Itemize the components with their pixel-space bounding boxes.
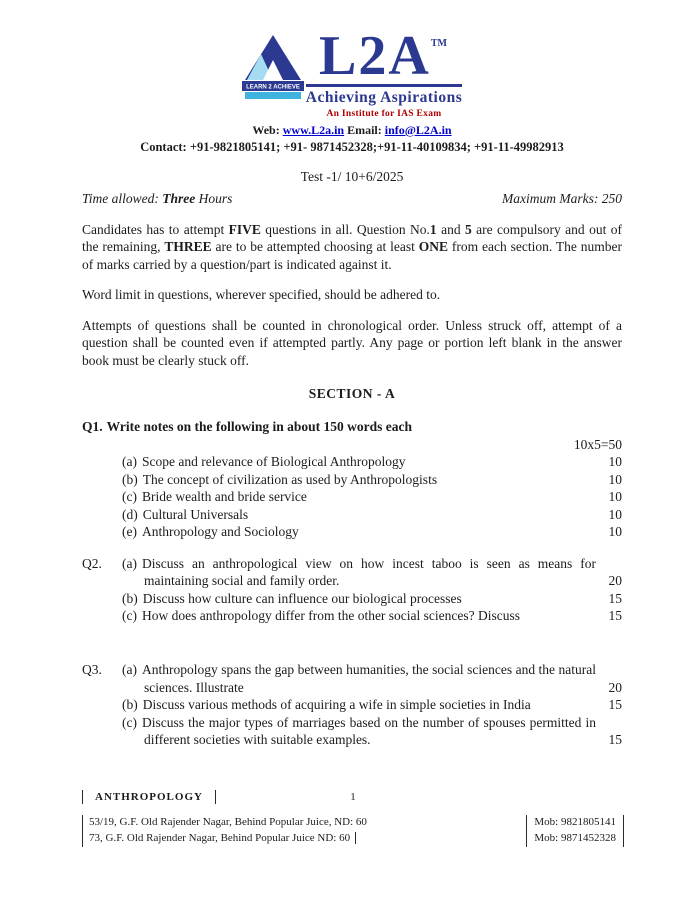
address-line-1: 53/19, G.F. Old Rajender Nagar, Behind Popular Juice, ND: 60 <box>89 816 367 828</box>
item-text: Scope and relevance of Biological Anthropology <box>141 454 406 470</box>
question-1-title: Write notes on the following in about 150 words each <box>106 418 413 434</box>
question-1-items <box>122 453 622 541</box>
question-2 <box>82 555 622 625</box>
question-item: (c) How does anthropology differ from the other social sciences? Discuss 15 <box>122 608 622 624</box>
item-text: The concept of civilization as used by Anthropologists <box>142 471 438 487</box>
marks-value: 15 <box>608 732 622 748</box>
question-3-number: Q3. <box>82 662 102 677</box>
marks-value: 10 <box>608 524 622 540</box>
subject-label: ANTHROPOLOGY <box>82 790 216 804</box>
address-line-2: 73, G.F. Old Rajender Nagar, Behind Popular Juice ND: 60 <box>89 831 367 847</box>
marks-value: 15 <box>608 608 622 624</box>
logo <box>82 25 622 121</box>
footer-address-row <box>82 815 624 847</box>
item-text: Discuss how culture can influence our biological processes <box>142 590 462 606</box>
institute-header <box>82 25 622 156</box>
footer-subject-row <box>82 790 624 806</box>
question-item: (c) Discuss the major types of marriages based on the number of spouses permitted in different societies with suitable examples. 15 <box>122 714 622 748</box>
email-link[interactable]: info@L2A.in <box>384 122 452 137</box>
item-text: Discuss the major types of marriages based on the number of spouses permitted in different societies with suitable examples. <box>141 714 596 748</box>
mobile-numbers <box>526 815 624 847</box>
time-marks-row <box>82 190 622 208</box>
time-allowed: Time allowed: Three Hours <box>82 191 233 207</box>
item-text: How does anthropology differ from the other social sciences? Discuss <box>141 608 521 624</box>
item-text: Discuss various methods of acquiring a wife in simple societies in India <box>142 697 531 713</box>
question-1-marks-note: 10x5=50 <box>573 436 622 452</box>
logo-text-block <box>305 25 463 121</box>
question-item: (e) Anthropology and Sociology 10 <box>122 524 622 540</box>
maximum-marks: Maximum Marks: 250 <box>502 191 622 207</box>
question-item: (a) Discuss an anthropological view on how incest taboo is seen as means for maintaining social and family order. 20 <box>122 555 622 589</box>
marks-value: 20 <box>608 679 622 695</box>
instruction-paragraph-2: Word limit in questions, wherever specified, should be adhered to. <box>82 287 441 303</box>
question-3-items <box>122 661 622 749</box>
marks-value: 20 <box>608 573 622 589</box>
brand-tagline: Achieving Aspirations <box>305 89 463 107</box>
question-item: (b) The concept of civilization as used by Anthropologists 10 <box>122 471 622 487</box>
trademark-symbol: TM <box>430 38 447 49</box>
website-link[interactable]: www.L2a.in <box>282 122 345 137</box>
question-item: (a) Anthropology spans the gap between humanities, the social sciences and the natural sciences. Illustrate 20 <box>122 662 622 695</box>
web-email-line <box>82 123 622 139</box>
question-item: (b) Discuss various methods of acquiring a wife in simple societies in India 15 <box>122 697 622 713</box>
marks-value: 15 <box>608 697 622 713</box>
marks-value: 10 <box>608 471 622 487</box>
email-label: Email: <box>344 122 385 137</box>
marks-value: 10 <box>608 454 622 470</box>
question-3 <box>82 661 622 749</box>
section-a-heading: SECTION - A <box>308 386 396 402</box>
mobile-1: Mob: 9821805141 <box>534 816 616 828</box>
question-1-heading <box>82 418 622 436</box>
web-label: Web: <box>252 122 283 137</box>
item-text: Bride wealth and bride service <box>141 489 307 505</box>
item-text: Discuss an anthropological view on how incest taboo is seen as means for maintaining social and family order. <box>141 555 596 589</box>
brand-subtitle: An Institute for IAS Exam <box>326 109 442 120</box>
contact-phones: Contact: +91-9821805141; +91- 9871452328;+91-11-40109834; +91-11-49982913 <box>140 140 564 155</box>
question-2-number: Q2. <box>82 555 102 571</box>
question-item: (a) Scope and relevance of Biological Anthropology 10 <box>122 454 622 470</box>
question-item: (b) Discuss how culture can influence our biological processes 15 <box>122 590 622 606</box>
marks-value: 10 <box>608 489 622 505</box>
item-text: Anthropology spans the gap between humanities, the social sciences and the natural sciences. Illustrate <box>141 662 596 695</box>
question-1-number: Q1. <box>82 418 103 434</box>
instruction-paragraph-3: Attempts of questions shall be counted in chronological order. Unless struck off, attempt of a question shall be counted even if attempted partly. Any page or portion left blank in the answer book must be clearly stuck off. <box>82 317 622 368</box>
item-text: Cultural Universals <box>142 506 249 522</box>
question-item: (c) Bride wealth and bride service 10 <box>122 489 622 505</box>
question-1 <box>82 418 622 541</box>
item-text: Anthropology and Sociology <box>141 524 299 540</box>
instruction-paragraph-1: Candidates has to attempt FIVE questions in all. Question No.1 and 5 are compulsory and out of the remaining, THREE are to be attempted choosing at least ONE from each section. The number of marks carried by a question/part is indicated against it. <box>82 221 622 272</box>
page-number: 1 <box>350 791 356 803</box>
page-footer <box>82 790 624 847</box>
logo-badge-label: LEARN 2 ACHIEVE <box>245 84 300 91</box>
question-item: (d) Cultural Universals 10 <box>122 506 622 522</box>
test-title: Test -1/ 10+6/2025 <box>300 168 404 184</box>
marks-value: 10 <box>608 506 622 522</box>
brand-name: L2A <box>319 25 431 87</box>
logo-triangle-icon <box>242 34 304 102</box>
question-2-items <box>122 555 622 625</box>
institute-address <box>82 815 367 847</box>
mobile-2: Mob: 9871452328 <box>534 831 616 844</box>
brand-wordmark <box>306 25 462 87</box>
marks-value: 15 <box>608 590 622 606</box>
